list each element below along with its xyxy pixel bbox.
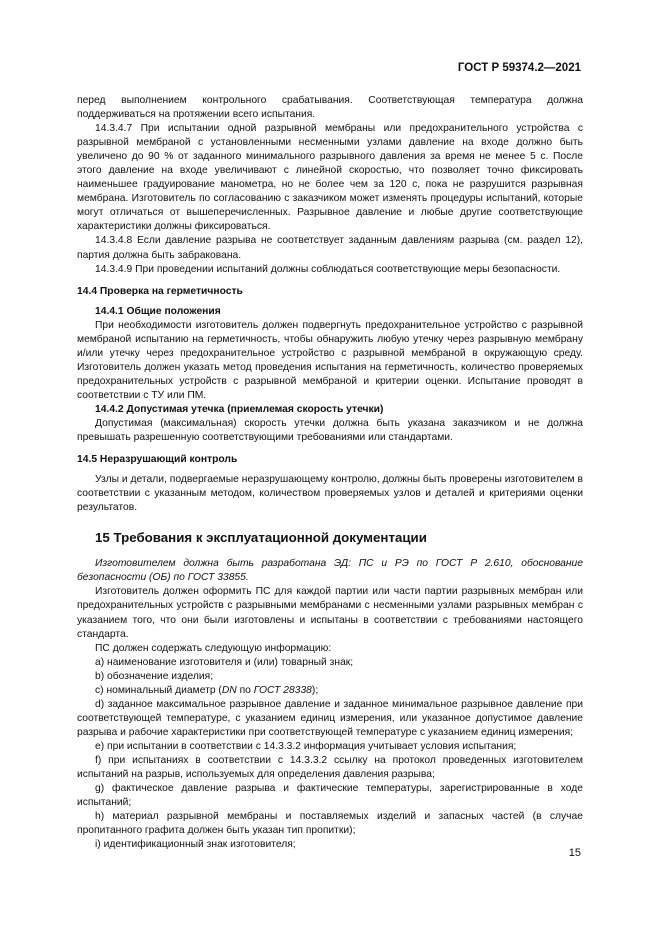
list-item: i) идентификационный знак изготовителя; — [95, 839, 296, 851]
list-item: f) при испытаниях в соответствии с 14.3.3.2 ссылку на протокол проведенных изготовителем испытаний на разрыв, используемых для определения давления разрыва; — [77, 754, 583, 781]
clause-14-3-4-8: 14.3.4.8 Если давление разрыва не соответствует заданным давлениям разрыва (см. раздел 12), партия должна быть забракована. — [77, 235, 583, 261]
list-item-italic: ГОСТ 28338 — [253, 684, 312, 696]
paragraph: При необходимости изготовитель должен подвергнуть предохранительное устройство с разрывной мембраной испытанию на герметичность, чтобы обнаружить любую утечку через разрывную мембрану и/или утечку через предохранительное устройство с разрывной мембраной в окружающую среду. Изготовитель должен указать метод проведения испытания на герметичность, количество проверяемых предохранительных устройств с разрывной мембраной и критерии оценки. Испытание проводят в соответствии с ТУ или ПМ. — [77, 319, 583, 401]
paragraph: ПС должен содержать следующую информацию: — [95, 642, 332, 654]
paragraph: Узлы и детали, подвергаемые неразрушающему контролю, должны быть проверены изготовителем в соответствии с указанным методом, количеством проверяемых узлов и деталей и критериями оценки результатов. — [77, 474, 583, 514]
list-item: е) при испытании в соответствии с 14.3.3.2 информация учитывает условия испытания; — [95, 740, 517, 752]
heading-14-4: 14.4 Проверка на герметичность — [77, 285, 243, 297]
paragraph: перед выполнением контрольного срабатывания. Соответствующая температура должна поддерживаться на протяжении всего испытания. — [77, 95, 583, 121]
list-item-text: ); — [311, 684, 319, 696]
paragraph: Изготовитель должен оформить ПС для каждой партии или части партии разрывных мембран или предохранительных устройств с разрывными мембранами с несменными узлами разрывных мембран с указанием того, что они были изготовлены и испытаны в соответствии с требованиями настоящего стандарта. — [77, 586, 583, 640]
list-item: h) материал разрывной мембраны и поставляемых изделий и запасных частей (в случае пропитанного графита должен быть указан тип пропитки); — [77, 811, 583, 837]
heading-section-15: 15 Требования к эксплуатационной документации — [95, 530, 427, 546]
page-number: 15 — [568, 847, 581, 859]
heading-14-4-2: 14.4.2 Допустимая утечка (приемлемая скорость утечки) — [95, 403, 384, 415]
paragraph: Допустимая (максимальная) скорость утечки должна быть указана заказчиком и не должна превышать разрешенную соответствующими требованиями или стандартами. — [77, 418, 583, 444]
list-item-italic: DN — [221, 684, 237, 696]
heading-14-4-1: 14.4.1 Общие положения — [95, 305, 221, 317]
list-item: а) наименование изготовителя и (или) товарный знак; — [95, 656, 354, 668]
page-body — [77, 94, 583, 852]
document-id: ГОСТ Р 59374.2—2021 — [457, 62, 581, 74]
list-item-text: по — [236, 684, 254, 696]
list-item-text: с) номинальный диаметр ( — [95, 684, 222, 696]
list-item: d) заданное максимальное разрывное давление и заданное минимальное разрывное давление при соответствующей температуре, с указанием единиц измерения, или указанное допустимое давление разрыва и рабочие характеристики при соответствующей температуре с указанием единиц измерения; — [77, 698, 583, 738]
list-item: b) обозначение изделия; — [95, 670, 214, 682]
list-item: g) фактическое давление разрыва и фактические температуры, зарегистрированные в ходе испытаний; — [77, 783, 583, 809]
clause-14-3-4-7: 14.3.4.7 При испытании одной разрывной мембраны или предохранительного устройства с разрывной мембраной с установленными несменными узлами давление на входе должно быть увеличено до 90 % от заданного минимального разрывного давления за время не менее 5 с. После этого давление на входе увеличивают с линейной скоростью, что позволяет точно фиксировать наименьшее градуирование манометра, но не более чем за 120 с, пока не разрушится разрывная мембрана. Изготовитель по согласованию с заказчиком может изменять процедуры испытаний, которые могут отличаться от вышеперечисленных. Разрывное давление и любые другие соответствующие характеристики должны фиксироваться. — [77, 123, 583, 233]
paragraph: Изготовителем должна быть разработана ЭД: ПС и РЭ по ГОСТ Р 2.610, обоснование безопасности (ОБ) по ГОСТ 33855. — [77, 558, 583, 584]
list-item — [77, 684, 583, 698]
heading-14-5: 14.5 Неразрушающий контроль — [77, 454, 238, 466]
clause-14-3-4-9: 14.3.4.9 При проведении испытаний должны соблюдаться соответствующие меры безопасности. — [95, 263, 561, 275]
